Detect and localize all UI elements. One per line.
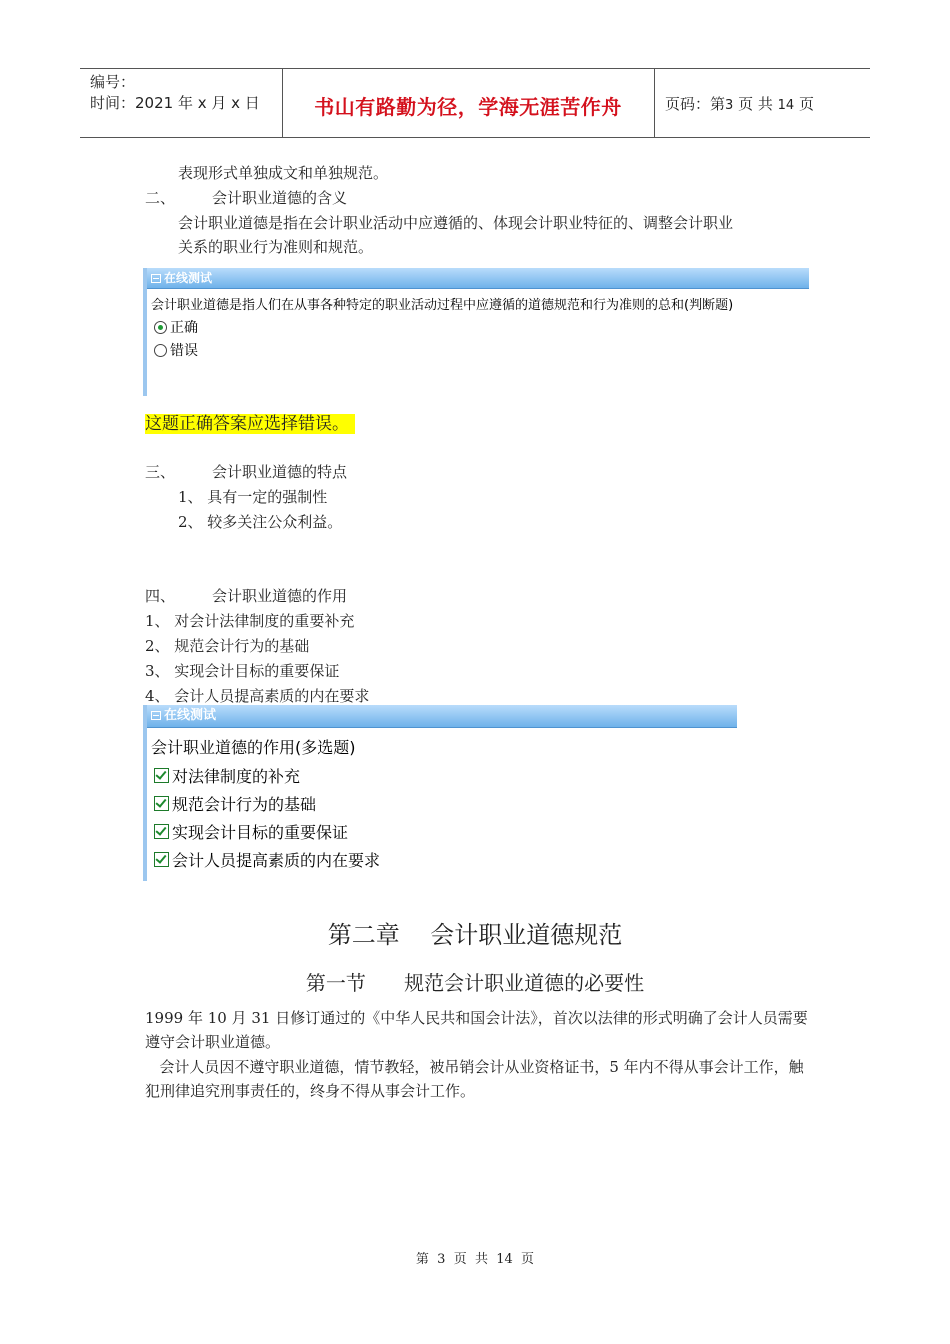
collapse-icon[interactable] bbox=[151, 711, 161, 720]
online-test-title: 在线测试 bbox=[164, 271, 213, 285]
quiz-option-label: 实现会计目标的重要保证 bbox=[172, 823, 349, 842]
quiz-option[interactable] bbox=[147, 313, 809, 337]
answer-note bbox=[145, 409, 355, 434]
section-heading: 会计职业道德的含义 bbox=[212, 189, 348, 207]
header-divider bbox=[654, 69, 655, 137]
online-test-header bbox=[147, 268, 809, 289]
quiz-option-label: 会计人员提高素质的内在要求 bbox=[172, 851, 381, 870]
body-paragraph: 1999 年 10 月 31 日修订通过的《中华人民共和国会计法》，首次以法律的形式明确了会计人员需要遵守会计职业道德。 bbox=[145, 1009, 808, 1051]
section-title: 第一节 规范会计职业道德的必要性 bbox=[305, 971, 645, 995]
page-current: 3 bbox=[725, 98, 734, 113]
answer-note-text: 这题正确答案应选择错误。 bbox=[145, 414, 355, 434]
body-line: 会计职业道德是指在会计职业活动中应遵循的、体现会计职业特征的、调整会计职业 bbox=[178, 214, 734, 232]
radio-icon[interactable] bbox=[154, 344, 167, 357]
header-page-info bbox=[665, 93, 814, 114]
quiz-option[interactable] bbox=[147, 337, 809, 360]
quiz-question: 会计职业道德是指人们在从事各种特定的职业活动过程中应遵循的道德规范和行为准则的总和(判断题) bbox=[151, 298, 734, 313]
quiz-option[interactable] bbox=[147, 758, 737, 787]
list-item: 1、 具有一定的强制性 bbox=[178, 488, 328, 506]
page-suffix: 页 bbox=[798, 95, 814, 113]
page-header bbox=[80, 68, 870, 138]
quiz-option[interactable] bbox=[147, 815, 737, 843]
section-heading: 会计职业道德的作用 bbox=[212, 587, 348, 605]
online-test-widget bbox=[143, 268, 809, 396]
page-footer: 第 3 页 共 14 页 bbox=[415, 1252, 535, 1267]
checkbox-checked-icon[interactable] bbox=[154, 768, 169, 783]
list-item: 1、 对会计法律制度的重要补充 bbox=[145, 612, 355, 630]
doc-date-label: 时间：2021 年 x 月 x 日 bbox=[90, 94, 260, 112]
online-test-title: 在线测试 bbox=[164, 708, 217, 723]
body-line: 关系的职业行为准则和规范。 bbox=[178, 238, 374, 256]
quiz-option[interactable] bbox=[147, 787, 737, 815]
doc-number-label: 编号： bbox=[90, 73, 136, 91]
checkbox-checked-icon[interactable] bbox=[154, 824, 169, 839]
online-test-widget bbox=[143, 705, 737, 881]
quiz-option[interactable] bbox=[147, 843, 737, 871]
checkbox-checked-icon[interactable] bbox=[154, 852, 169, 867]
quiz-option-label: 对法律制度的补充 bbox=[172, 767, 301, 786]
quiz-option-label: 错误 bbox=[170, 343, 198, 359]
collapse-icon[interactable] bbox=[151, 274, 161, 283]
list-item: 2、 较多关注公众利益。 bbox=[178, 513, 343, 531]
list-item: 4、 会计人员提高素质的内在要求 bbox=[145, 687, 370, 705]
radio-selected-icon[interactable] bbox=[154, 321, 167, 334]
page-total: 14 bbox=[777, 98, 795, 113]
quiz-option-label: 正确 bbox=[170, 320, 198, 336]
list-item: 3、 实现会计目标的重要保证 bbox=[145, 662, 340, 680]
body-paragraph: 会计人员因不遵守职业道德，情节教轻，被吊销会计从业资格证书，5 年内不得从事会计工作，触犯刑律追究刑事责任的，终身不得从事会计工作。 bbox=[145, 1058, 804, 1100]
chapter-title: 第二章 会计职业道德规范 bbox=[327, 921, 623, 949]
section-number: 三、 bbox=[145, 463, 176, 481]
checkbox-checked-icon[interactable] bbox=[154, 796, 169, 811]
header-motto: 书山有路勤为径，学海无涯苦作舟 bbox=[314, 95, 622, 119]
list-item: 2、 规范会计行为的基础 bbox=[145, 637, 310, 655]
section-heading: 会计职业道德的特点 bbox=[212, 463, 348, 481]
body-line: 表现形式单独成文和单独规范。 bbox=[178, 164, 389, 182]
page-mid: 页 共 bbox=[738, 95, 773, 113]
section-number: 二、 bbox=[145, 189, 176, 207]
header-meta bbox=[90, 72, 260, 114]
page-prefix: 页码：第 bbox=[665, 95, 726, 113]
online-test-header bbox=[147, 705, 737, 728]
quiz-option-label: 规范会计行为的基础 bbox=[172, 795, 317, 814]
quiz-question: 会计职业道德的作用(多选题) bbox=[151, 738, 356, 757]
section-number: 四、 bbox=[145, 587, 176, 605]
